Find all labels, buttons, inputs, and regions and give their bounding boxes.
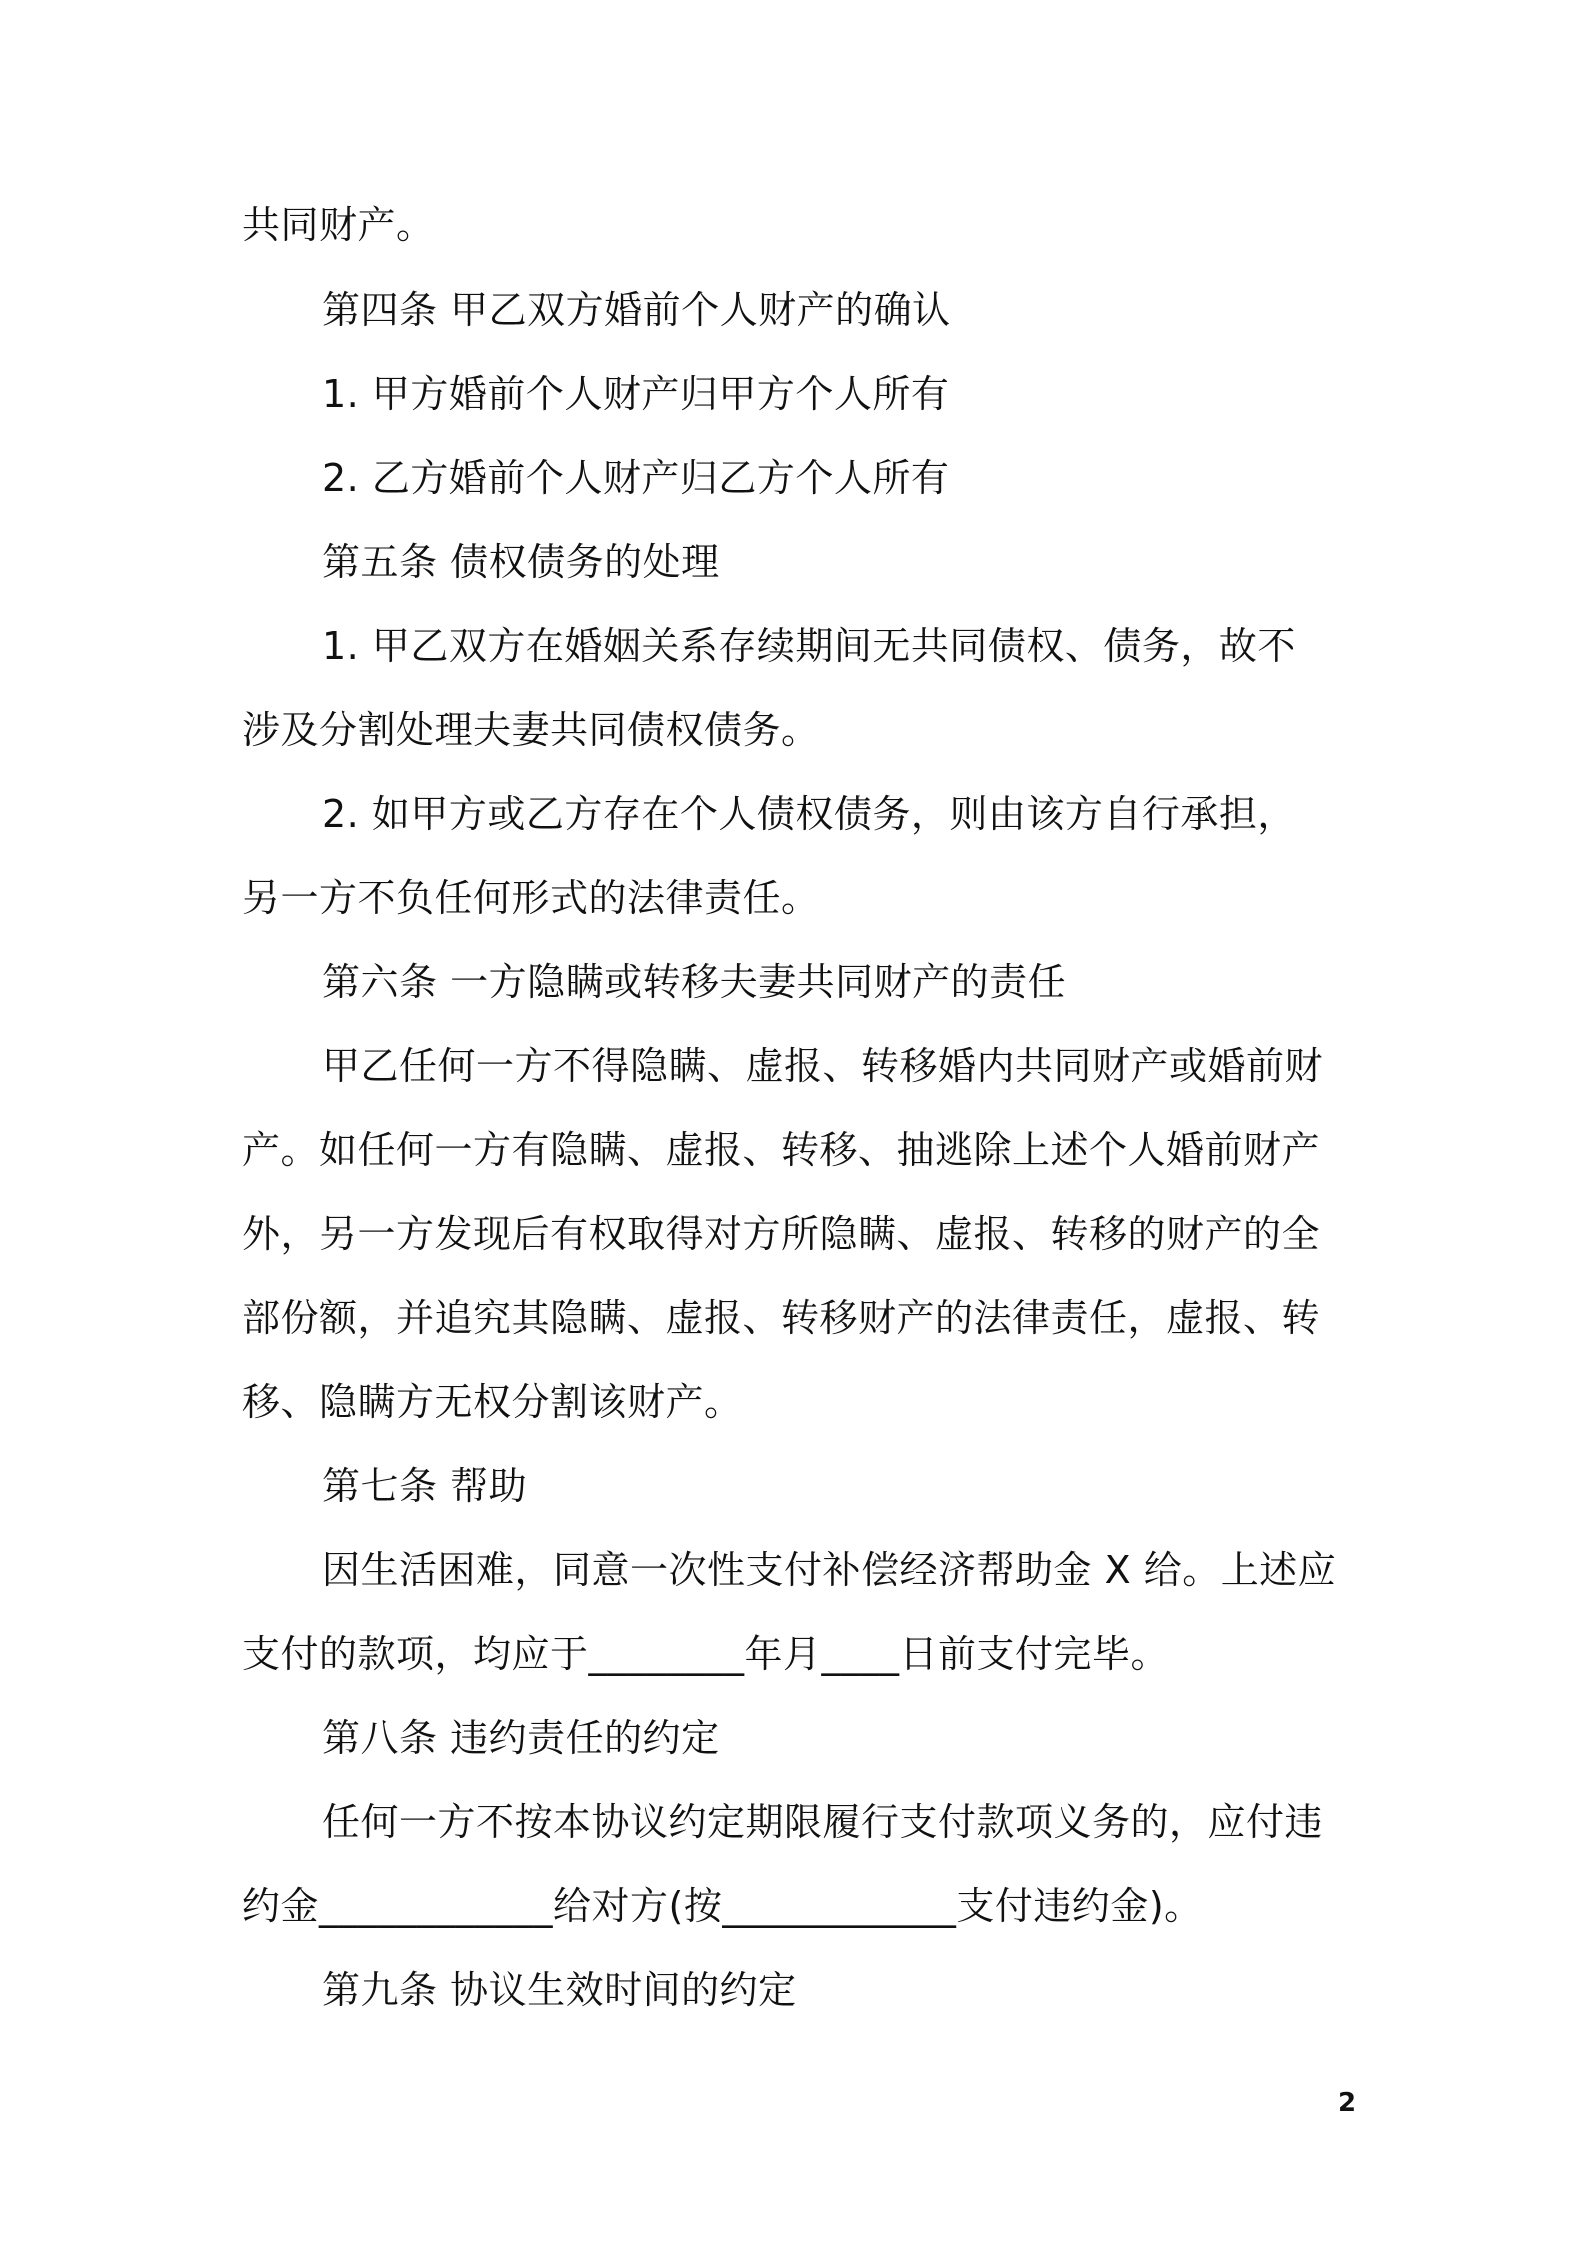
text-line: 因生活困难，同意一次性支付补偿经济帮助金 X 给。上述应: [322, 1548, 1337, 1592]
text-line: 2. 如甲方或乙方存在个人债权债务，则由该方自行承担，: [322, 792, 1296, 836]
article-heading: 第六条 一方隐瞒或转移夫妻共同财产的责任: [322, 960, 1067, 1004]
list-item: 1. 甲方婚前个人财产归甲方个人所有: [322, 372, 950, 416]
page-number: 2: [1338, 2088, 1357, 2118]
text-line: 产。如任何一方有隐瞒、虚报、转移、抽逃除上述个人婚前财产: [242, 1128, 1321, 1172]
text-line: 支付的款项，均应于________年月____日前支付完毕。: [242, 1632, 1170, 1676]
article-heading: 第八条 违约责任的约定: [322, 1716, 720, 1760]
text-line: 甲乙任何一方不得隐瞒、虚报、转移婚内共同财产或婚前财: [322, 1044, 1324, 1088]
article-heading: 第五条 债权债务的处理: [322, 540, 720, 584]
list-item: 2. 乙方婚前个人财产归乙方个人所有: [322, 456, 950, 500]
article-heading: 第九条 协议生效时间的约定: [322, 1968, 797, 2012]
text-line: 移、隐瞒方无权分割该财产。: [242, 1380, 743, 1424]
text-line: 任何一方不按本协议约定期限履行支付款项义务的，应付违: [322, 1800, 1324, 1844]
text-line: 另一方不负任何形式的法律责任。: [242, 876, 820, 920]
text-line: 约金____________给对方(按____________支付违约金)。: [242, 1884, 1203, 1928]
text-line: 1. 甲乙双方在婚姻关系存续期间无共同债权、债务，故不: [322, 624, 1296, 668]
article-heading: 第七条 帮助: [322, 1464, 528, 1508]
text-line: 涉及分割处理夫妻共同债权债务。: [242, 708, 820, 752]
article-heading: 第四条 甲乙双方婚前个人财产的确认: [322, 288, 951, 332]
text-line: 外，另一方发现后有权取得对方所隐瞒、虚报、转移的财产的全: [242, 1212, 1321, 1256]
text-line: 共同财产。: [242, 203, 435, 247]
text-line: 部份额，并追究其隐瞒、虚报、转移财产的法律责任，虚报、转: [242, 1296, 1321, 1340]
